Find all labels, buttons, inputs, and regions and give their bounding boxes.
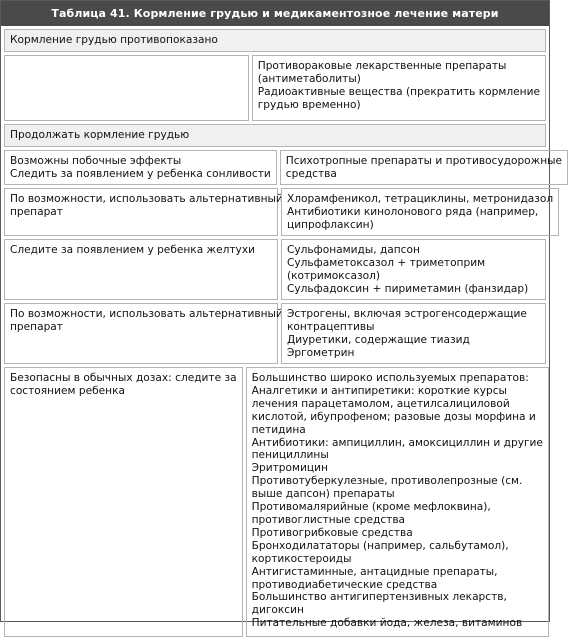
cell-line: Радиоактивные вещества (прекратить кормление (257, 85, 540, 98)
table-row (4, 55, 546, 121)
cell-line: грудью временно) (257, 98, 361, 111)
cell-line: Эргометрин (287, 346, 355, 359)
cell-line: (котримоксазол) (287, 269, 381, 282)
cell-line: Хлорамфеникол, тетрациклины, метронидазол (287, 193, 554, 205)
cell-line: Сульфаметоксазол + триметоприм (287, 256, 486, 269)
cell-line: Сульфадоксин + пириметамин (фанзидар) (287, 282, 529, 295)
cell-line: Антибиотики: ампициллин, амоксициллин и другие (251, 436, 543, 449)
row5-right-cell (281, 303, 546, 364)
cell-line: Антигистаминные, антацидные препараты, (251, 565, 498, 578)
row2-right-cell (280, 150, 568, 185)
cell-line: Эритромицин (251, 462, 328, 475)
cell-line: препарат (10, 205, 63, 218)
cell-line: петидина (251, 423, 306, 436)
table-row (4, 188, 554, 236)
cell-line: Большинство антигипертензивных лекарств, (251, 591, 507, 604)
cell-line: противодиабетические средства (251, 578, 438, 591)
cell-line: Диуретики, содержащие тиазид (287, 333, 470, 346)
cell-line: состоянием ребенка (10, 384, 125, 397)
cell-line: кислотой, ибупрофеном; разовые дозы морфина и (251, 410, 536, 423)
cell-line: Следите за появлением у ребенка желтухи (10, 244, 255, 256)
cell-line: дигоксин (251, 604, 304, 617)
cell-line: выше дапсон) препараты (251, 488, 395, 501)
row3-left-cell (4, 188, 283, 236)
cell-line: Безопасны в обычных дозах: следите за (10, 372, 237, 384)
cell-line: пенициллины (251, 449, 329, 462)
section-header-continue: Продолжать кормление грудью (4, 124, 546, 147)
cell-line: Антибиотики кинолонового ряда (например, (287, 205, 539, 218)
cell-line: Психотропные препараты и противосудорожные (285, 155, 563, 167)
table-row (4, 303, 546, 364)
table-row (4, 239, 546, 300)
cell-line: Противомалярийные (кроме мефлоквина), (251, 501, 491, 514)
row4-left-cell (4, 239, 278, 300)
cell-line: Эстрогены, включая эстрогенсодержащие (287, 308, 527, 320)
cell-line: Большинство широко используемых препаратов: (251, 372, 529, 384)
section-header-row (4, 124, 546, 147)
cell-line: препарат (10, 320, 63, 333)
table-title: Таблица 41. Кормление грудью и медикаментозное лечение матери (1, 1, 549, 26)
cell-line: Питательные добавки йода, железа, витаминов (251, 617, 523, 630)
row6-right-cell (246, 367, 549, 637)
row1-left-cell (4, 55, 249, 121)
cell-line: Аналгетики и антипиретики: короткие курсы (251, 384, 507, 397)
cell-line: Возможны побочные эффекты (10, 155, 182, 167)
section-header-contraindicated: Кормление грудью противопоказано (4, 29, 546, 52)
cell-line: Следить за появлением у ребенка сонливости (10, 167, 271, 180)
row4-right-cell (281, 239, 546, 300)
cell-line: Противогрибковые средства (251, 526, 413, 539)
table-row (4, 367, 546, 637)
cell-line: кортикостероиды (251, 552, 352, 565)
table-row (4, 150, 563, 185)
cell-line: Противотуберкулезные, противолепрозные (см. (251, 475, 523, 488)
cell-line: По возможности, использовать альтернативный (10, 193, 283, 205)
row2-left-cell (4, 150, 277, 185)
cell-line: Бронходилататоры (например, сальбутамол), (251, 539, 509, 552)
row6-left-cell (4, 367, 243, 637)
row1-right-cell (252, 55, 546, 121)
row5-left-cell (4, 303, 283, 364)
cell-line: противоглистные средства (251, 513, 406, 526)
cell-line: средства (285, 167, 337, 180)
cell-line: ципрофлаксин) (287, 218, 374, 231)
row3-right-cell (281, 188, 559, 236)
cell-line: лечения парацетамолом, ацетилсалициловой (251, 397, 510, 410)
cell-line: контрацептивы (287, 320, 375, 333)
cell-line: Сульфонамиды, дапсон (287, 244, 420, 256)
cell-line: По возможности, использовать альтернативный (10, 308, 283, 320)
cell-line: Противораковые лекарственные препараты (257, 60, 507, 72)
cell-line: (антиметаболиты) (257, 72, 361, 85)
